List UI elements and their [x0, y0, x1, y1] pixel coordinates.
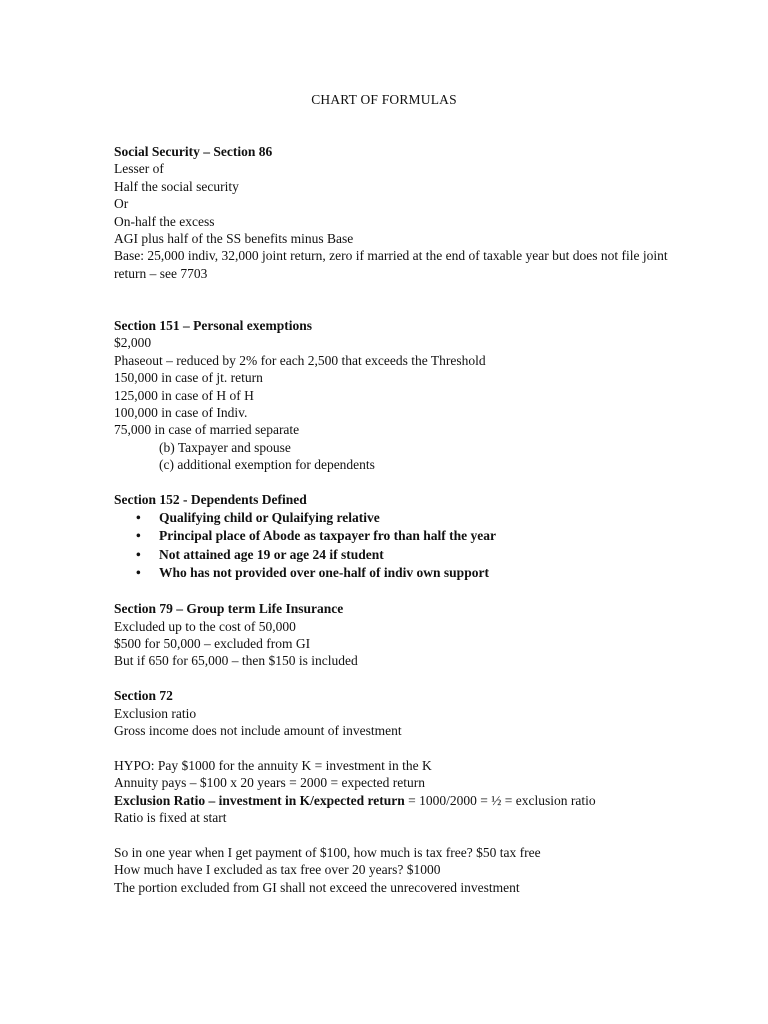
bullet-icon: •	[136, 565, 141, 581]
text-line: 75,000 in case of married separate	[114, 422, 300, 438]
exclusion-ratio-label: Exclusion Ratio – investment in K/expected return	[114, 792, 405, 808]
hypo-line: HYPO: Pay $1000 for the annuity K = investment in the K	[114, 757, 432, 773]
text-line: The portion excluded from GI shall not exceed the unrecovered investment	[114, 879, 520, 895]
bullet-icon: •	[136, 546, 141, 562]
section-79-heading: Section 79 – Group term Life Insurance	[114, 601, 344, 617]
base-paragraph: Base: 25,000 indiv, 32,000 joint return, zero if married at the end of taxable year but does not file joint return – see 7703	[114, 248, 668, 281]
text-line: Exclusion ratio	[114, 705, 197, 721]
exclusion-ratio-value: = 1000/2000 = ½ = exclusion ratio	[404, 792, 596, 808]
list-item: • Who has not provided over one-half of indiv own support	[114, 564, 674, 583]
text-line: Phaseout – reduced by 2% for each 2,500 that exceeds the Threshold	[114, 352, 486, 368]
text-line: On-half the excess	[114, 213, 215, 229]
text-line: Or	[114, 196, 129, 212]
exclusion-ratio-line	[114, 792, 674, 809]
text-line: $2,000	[114, 335, 152, 351]
dependents-list	[114, 509, 674, 583]
text-line: So in one year when I get payment of $100, how much is tax free? $50 tax free	[114, 844, 541, 860]
text-line: 100,000 in case of Indiv.	[114, 405, 248, 421]
list-item: • Qualifying child or Qulaifying relative	[114, 509, 674, 528]
indented-line: (c) additional exemption for dependents	[159, 457, 375, 473]
section-86-heading: Social Security – Section 86	[114, 144, 273, 159]
text-line: $500 for 50,000 – excluded from GI	[114, 636, 311, 652]
document-body	[114, 143, 674, 896]
text-line: 125,000 in case of H of H	[114, 387, 254, 403]
section-152-heading: Section 152 - Dependents Defined	[114, 492, 307, 508]
list-item: • Not attained age 19 or age 24 if student	[114, 546, 674, 565]
bullet-icon: •	[136, 509, 141, 525]
indented-line: (b) Taxpayer and spouse	[159, 439, 291, 455]
section-151-heading: Section 151 – Personal exemptions	[114, 318, 312, 334]
text-line: How much have I excluded as tax free over 20 years? $1000	[114, 862, 441, 878]
list-item: • Principal place of Abode as taxpayer fro than half the year	[114, 527, 674, 546]
text-line: Excluded up to the cost of 50,000	[114, 618, 296, 634]
text-line: Lesser of	[114, 161, 164, 177]
bullet-icon: •	[136, 528, 141, 544]
text-line: 150,000 in case of jt. return	[114, 370, 263, 386]
section-72-heading: Section 72	[114, 688, 173, 704]
text-line: Ratio is fixed at start	[114, 810, 227, 826]
page-title: CHART OF FORMULAS	[311, 92, 457, 107]
text-line: Half the social security	[114, 178, 239, 194]
text-line: Annuity pays – $100 x 20 years = 2000 = expected return	[114, 775, 426, 791]
text-line: But if 650 for 65,000 – then $150 is included	[114, 653, 358, 669]
text-line: Gross income does not include amount of investment	[114, 723, 402, 739]
text-line: AGI plus half of the SS benefits minus Base	[114, 231, 354, 247]
